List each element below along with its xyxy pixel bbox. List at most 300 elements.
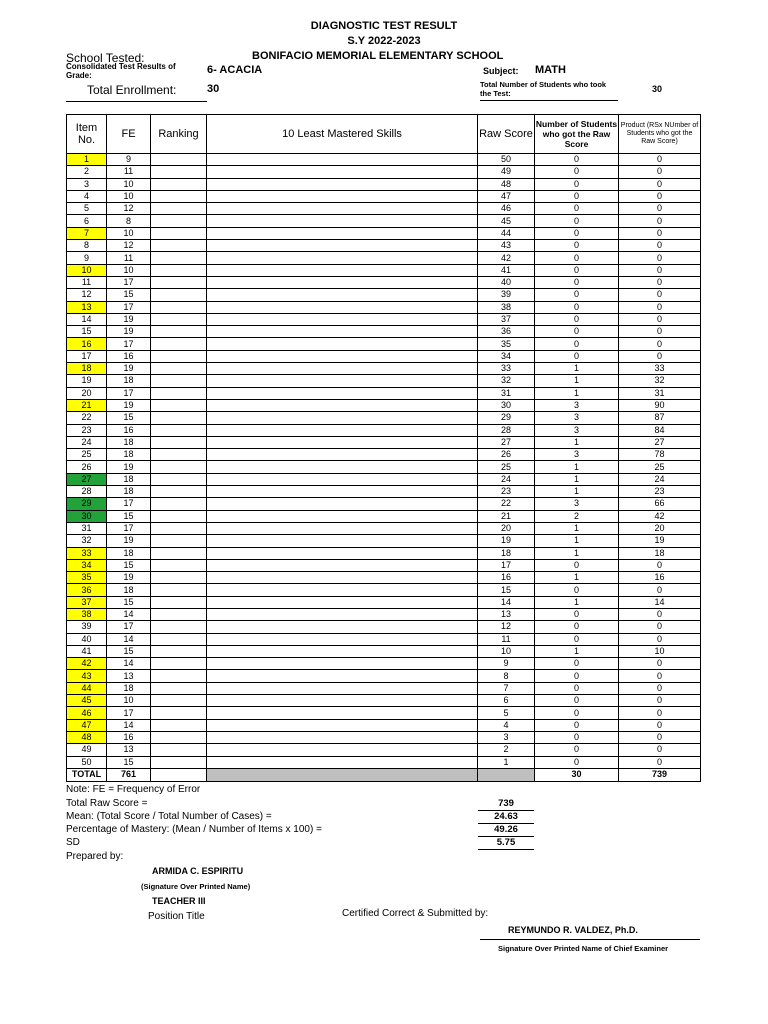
raw-score-cell: 36	[478, 326, 535, 338]
product-cell: 0	[619, 744, 701, 756]
ranking-cell	[151, 744, 207, 756]
skill-cell	[207, 486, 478, 498]
num-students-cell: 0	[535, 289, 619, 301]
raw-score-cell: 46	[478, 203, 535, 215]
table-row	[67, 756, 701, 768]
fe-cell: 19	[107, 313, 151, 325]
col-skills: 10 Least Mastered Skills	[207, 115, 478, 154]
fe-cell: 17	[107, 338, 151, 350]
table-header-row	[67, 115, 701, 154]
item-cell: 6	[67, 215, 107, 227]
table-row	[67, 572, 701, 584]
fe-cell: 18	[107, 473, 151, 485]
item-cell: 32	[67, 535, 107, 547]
skill-cell	[207, 596, 478, 608]
skill-cell	[207, 449, 478, 461]
ranking-cell	[151, 289, 207, 301]
fe-cell: 15	[107, 412, 151, 424]
item-cell: 27	[67, 473, 107, 485]
skill-cell	[207, 670, 478, 682]
item-cell: 1	[67, 154, 107, 166]
ranking-cell	[151, 215, 207, 227]
raw-score-cell: 27	[478, 436, 535, 448]
item-cell: 35	[67, 572, 107, 584]
ranking-cell	[151, 313, 207, 325]
raw-score-cell: 15	[478, 584, 535, 596]
product-cell: 0	[619, 313, 701, 325]
ranking-cell	[151, 252, 207, 264]
num-students-cell: 0	[535, 276, 619, 288]
table-row	[67, 301, 701, 313]
ranking-cell	[151, 203, 207, 215]
product-cell: 0	[619, 215, 701, 227]
ranking-cell	[151, 719, 207, 731]
table-row	[67, 559, 701, 571]
total-label: TOTAL	[67, 768, 107, 781]
num-students-cell: 3	[535, 449, 619, 461]
raw-score-cell: 13	[478, 608, 535, 620]
ranking-cell	[151, 670, 207, 682]
num-students-cell: 0	[535, 178, 619, 190]
skill-cell	[207, 756, 478, 768]
teacher-title: TEACHER III	[152, 896, 206, 906]
total-raw-score-label: Total Raw Score =	[66, 798, 148, 809]
product-cell: 0	[619, 166, 701, 178]
product-cell: 0	[619, 252, 701, 264]
item-cell: 18	[67, 363, 107, 375]
enrollment-underline	[66, 101, 207, 102]
ranking-cell	[151, 166, 207, 178]
product-cell: 0	[619, 326, 701, 338]
skill-cell	[207, 707, 478, 719]
fe-cell: 19	[107, 535, 151, 547]
num-students-cell: 1	[535, 572, 619, 584]
raw-score-cell: 32	[478, 375, 535, 387]
ranking-cell	[151, 154, 207, 166]
item-cell: 2	[67, 166, 107, 178]
examiner-name: REYMUNDO R. VALDEZ, Ph.D.	[508, 925, 638, 935]
fe-cell: 12	[107, 240, 151, 252]
raw-score-cell: 26	[478, 449, 535, 461]
table-row	[67, 215, 701, 227]
product-cell: 42	[619, 510, 701, 522]
num-students-cell: 0	[535, 154, 619, 166]
item-cell: 30	[67, 510, 107, 522]
table-row	[67, 190, 701, 202]
item-cell: 23	[67, 424, 107, 436]
raw-score-cell: 35	[478, 338, 535, 350]
table-row	[67, 522, 701, 534]
ranking-cell	[151, 436, 207, 448]
fe-cell: 16	[107, 350, 151, 362]
skill-cell	[207, 461, 478, 473]
table-row	[67, 645, 701, 657]
sd-value: 5.75	[496, 837, 516, 848]
sd-label: SD	[66, 837, 80, 848]
product-cell: 66	[619, 498, 701, 510]
fe-cell: 11	[107, 252, 151, 264]
table-row	[67, 449, 701, 461]
fe-cell: 14	[107, 608, 151, 620]
item-cell: 11	[67, 276, 107, 288]
num-students-cell: 0	[535, 707, 619, 719]
skill-cell	[207, 436, 478, 448]
table-row	[67, 744, 701, 756]
fe-cell: 18	[107, 584, 151, 596]
raw-score-cell: 49	[478, 166, 535, 178]
num-students-cell: 1	[535, 645, 619, 657]
item-cell: 3	[67, 178, 107, 190]
fe-cell: 15	[107, 559, 151, 571]
ranking-cell	[151, 756, 207, 768]
raw-score-cell: 10	[478, 645, 535, 657]
num-students-cell: 0	[535, 621, 619, 633]
raw-score-cell: 45	[478, 215, 535, 227]
ranking-cell	[151, 498, 207, 510]
raw-score-cell: 29	[478, 412, 535, 424]
num-students-cell: 0	[535, 166, 619, 178]
table-row	[67, 621, 701, 633]
total-skills	[207, 768, 478, 781]
product-cell: 87	[619, 412, 701, 424]
item-cell: 16	[67, 338, 107, 350]
raw-score-cell: 38	[478, 301, 535, 313]
item-cell: 50	[67, 756, 107, 768]
table-row	[67, 670, 701, 682]
product-cell: 0	[619, 154, 701, 166]
num-students-cell: 0	[535, 658, 619, 670]
fe-cell: 18	[107, 547, 151, 559]
num-students-cell: 0	[535, 190, 619, 202]
fe-cell: 17	[107, 276, 151, 288]
ranking-cell	[151, 227, 207, 239]
skill-cell	[207, 154, 478, 166]
fe-cell: 17	[107, 707, 151, 719]
table-row	[67, 486, 701, 498]
table-row	[67, 498, 701, 510]
col-raw-score: Raw Score	[478, 115, 535, 154]
product-cell: 0	[619, 338, 701, 350]
skill-cell	[207, 658, 478, 670]
skill-cell	[207, 572, 478, 584]
num-students-cell: 0	[535, 608, 619, 620]
fe-cell: 18	[107, 375, 151, 387]
skill-cell	[207, 744, 478, 756]
product-cell: 0	[619, 719, 701, 731]
item-cell: 15	[67, 326, 107, 338]
fe-cell: 15	[107, 510, 151, 522]
num-students-cell: 0	[535, 731, 619, 743]
ranking-cell	[151, 424, 207, 436]
skill-cell	[207, 510, 478, 522]
ranking-cell	[151, 731, 207, 743]
skill-cell	[207, 178, 478, 190]
skill-cell	[207, 584, 478, 596]
col-item-no: Item No.	[67, 115, 107, 154]
ranking-cell	[151, 584, 207, 596]
num-students-cell: 0	[535, 203, 619, 215]
product-cell: 0	[619, 559, 701, 571]
fe-cell: 11	[107, 166, 151, 178]
ranking-cell	[151, 608, 207, 620]
product-cell: 0	[619, 707, 701, 719]
ranking-cell	[151, 276, 207, 288]
product-cell: 0	[619, 276, 701, 288]
fe-cell: 19	[107, 399, 151, 411]
product-cell: 0	[619, 264, 701, 276]
school-name: BONIFACIO MEMORIAL ELEMENTARY SCHOOL	[252, 50, 504, 62]
raw-score-cell: 4	[478, 719, 535, 731]
fe-cell: 17	[107, 621, 151, 633]
table-row	[67, 338, 701, 350]
skill-cell	[207, 252, 478, 264]
product-cell: 0	[619, 178, 701, 190]
table-row	[67, 326, 701, 338]
ranking-cell	[151, 572, 207, 584]
skill-cell	[207, 695, 478, 707]
table-row	[67, 363, 701, 375]
raw-score-cell: 44	[478, 227, 535, 239]
num-students-cell: 0	[535, 744, 619, 756]
fe-cell: 13	[107, 670, 151, 682]
product-cell: 0	[619, 621, 701, 633]
table-row	[67, 596, 701, 608]
num-students-cell: 0	[535, 633, 619, 645]
raw-score-cell: 43	[478, 240, 535, 252]
raw-score-cell: 14	[478, 596, 535, 608]
item-cell: 31	[67, 522, 107, 534]
ranking-cell	[151, 399, 207, 411]
took-label-line1: Total Number of Students who took	[480, 80, 607, 89]
num-students-cell: 0	[535, 719, 619, 731]
table-row	[67, 707, 701, 719]
grade-value: 6- ACACIA	[207, 64, 263, 76]
num-students-cell: 0	[535, 326, 619, 338]
skill-cell	[207, 399, 478, 411]
raw-score-cell: 17	[478, 559, 535, 571]
table-row	[67, 633, 701, 645]
product-cell: 19	[619, 535, 701, 547]
table-row	[67, 166, 701, 178]
num-students-cell: 0	[535, 313, 619, 325]
product-cell: 0	[619, 682, 701, 694]
raw-score-cell: 16	[478, 572, 535, 584]
skill-cell	[207, 633, 478, 645]
num-students-cell: 1	[535, 596, 619, 608]
num-students-cell: 1	[535, 473, 619, 485]
item-cell: 38	[67, 608, 107, 620]
table-row	[67, 424, 701, 436]
product-cell: 0	[619, 190, 701, 202]
table-row	[67, 547, 701, 559]
skill-cell	[207, 473, 478, 485]
item-cell: 22	[67, 412, 107, 424]
item-cell: 41	[67, 645, 107, 657]
fe-cell: 9	[107, 154, 151, 166]
teacher-signature-caption: (Signature Over Printed Name)	[141, 882, 251, 891]
num-students-cell: 0	[535, 240, 619, 252]
fe-cell: 19	[107, 461, 151, 473]
product-cell: 90	[619, 399, 701, 411]
num-students-cell: 1	[535, 486, 619, 498]
item-cell: 37	[67, 596, 107, 608]
fe-cell: 15	[107, 756, 151, 768]
product-cell: 0	[619, 731, 701, 743]
fe-cell: 14	[107, 633, 151, 645]
num-students-cell: 1	[535, 436, 619, 448]
product-cell: 10	[619, 645, 701, 657]
total-product: 739	[619, 768, 701, 781]
fe-cell: 15	[107, 289, 151, 301]
fe-cell: 18	[107, 486, 151, 498]
fe-cell: 19	[107, 572, 151, 584]
ranking-cell	[151, 350, 207, 362]
fe-cell: 10	[107, 264, 151, 276]
skill-cell	[207, 559, 478, 571]
skill-cell	[207, 166, 478, 178]
skill-cell	[207, 682, 478, 694]
product-cell: 33	[619, 363, 701, 375]
raw-score-cell: 40	[478, 276, 535, 288]
subject-value: MATH	[535, 64, 566, 76]
ranking-cell	[151, 510, 207, 522]
skill-cell	[207, 375, 478, 387]
subject-label: Subject:	[483, 66, 519, 76]
item-cell: 33	[67, 547, 107, 559]
fe-cell: 15	[107, 645, 151, 657]
ranking-cell	[151, 559, 207, 571]
product-cell: 0	[619, 608, 701, 620]
fe-note: Note: FE = Frequency of Error	[66, 784, 201, 795]
raw-score-cell: 3	[478, 731, 535, 743]
skill-cell	[207, 313, 478, 325]
skill-cell	[207, 608, 478, 620]
skill-cell	[207, 535, 478, 547]
skill-cell	[207, 645, 478, 657]
report-title: DIAGNOSTIC TEST RESULT	[310, 20, 458, 32]
raw-score-cell: 2	[478, 744, 535, 756]
item-cell: 14	[67, 313, 107, 325]
skill-cell	[207, 719, 478, 731]
raw-score-cell: 9	[478, 658, 535, 670]
num-students-cell: 0	[535, 301, 619, 313]
table-row	[67, 399, 701, 411]
fe-cell: 10	[107, 695, 151, 707]
table-row	[67, 461, 701, 473]
fe-cell: 10	[107, 227, 151, 239]
product-cell: 32	[619, 375, 701, 387]
total-enrollment-value: 30	[207, 83, 220, 95]
raw-score-cell: 41	[478, 264, 535, 276]
skill-cell	[207, 498, 478, 510]
table-row	[67, 289, 701, 301]
raw-score-cell: 50	[478, 154, 535, 166]
ranking-cell	[151, 621, 207, 633]
ranking-cell	[151, 190, 207, 202]
product-cell: 25	[619, 461, 701, 473]
school-tested-label: School Tested:	[66, 51, 145, 65]
item-cell: 36	[67, 584, 107, 596]
ranking-cell	[151, 301, 207, 313]
item-cell: 42	[67, 658, 107, 670]
table-row	[67, 264, 701, 276]
raw-score-cell: 31	[478, 387, 535, 399]
product-cell: 0	[619, 240, 701, 252]
ranking-cell	[151, 363, 207, 375]
table-row	[67, 276, 701, 288]
fe-cell: 19	[107, 326, 151, 338]
total-enrollment-label: Total Enrollment:	[87, 83, 177, 97]
skill-cell	[207, 338, 478, 350]
item-cell: 40	[67, 633, 107, 645]
fe-cell: 16	[107, 424, 151, 436]
mean-value: 24.63	[494, 811, 518, 822]
product-cell: 84	[619, 424, 701, 436]
examiner-signature-line	[480, 939, 700, 940]
table-row	[67, 203, 701, 215]
num-students-cell: 0	[535, 756, 619, 768]
raw-score-cell: 48	[478, 178, 535, 190]
table-row	[67, 412, 701, 424]
num-students-cell: 0	[535, 559, 619, 571]
fe-cell: 18	[107, 682, 151, 694]
item-cell: 43	[67, 670, 107, 682]
fe-cell: 17	[107, 301, 151, 313]
total-raw-score-value: 739	[498, 798, 514, 809]
raw-score-cell: 6	[478, 695, 535, 707]
raw-score-cell: 18	[478, 547, 535, 559]
skill-cell	[207, 289, 478, 301]
position-title-caption: Position Title	[148, 911, 205, 922]
product-cell: 0	[619, 203, 701, 215]
fe-cell: 10	[107, 190, 151, 202]
raw-score-cell: 24	[478, 473, 535, 485]
product-cell: 0	[619, 670, 701, 682]
col-ranking: Ranking	[151, 115, 207, 154]
table-row	[67, 608, 701, 620]
fe-cell: 8	[107, 215, 151, 227]
item-cell: 25	[67, 449, 107, 461]
table-row	[67, 154, 701, 166]
skill-cell	[207, 363, 478, 375]
skill-cell	[207, 731, 478, 743]
mean-label: Mean: (Total Score / Total Number of Cases) =	[66, 811, 272, 822]
ranking-cell	[151, 473, 207, 485]
ranking-cell	[151, 412, 207, 424]
teacher-name: ARMIDA C. ESPIRITU	[152, 866, 244, 876]
num-students-cell: 1	[535, 522, 619, 534]
fe-cell: 13	[107, 744, 151, 756]
total-raw	[478, 768, 535, 781]
num-students-cell: 0	[535, 350, 619, 362]
raw-score-cell: 22	[478, 498, 535, 510]
ranking-cell	[151, 486, 207, 498]
ranking-cell	[151, 449, 207, 461]
raw-score-cell: 20	[478, 522, 535, 534]
fe-cell: 16	[107, 731, 151, 743]
item-cell: 19	[67, 375, 107, 387]
raw-score-cell: 7	[478, 682, 535, 694]
product-cell: 20	[619, 522, 701, 534]
product-cell: 31	[619, 387, 701, 399]
fe-cell: 15	[107, 596, 151, 608]
ranking-cell	[151, 461, 207, 473]
raw-score-cell: 8	[478, 670, 535, 682]
skill-cell	[207, 301, 478, 313]
raw-score-cell: 11	[478, 633, 535, 645]
item-cell: 21	[67, 399, 107, 411]
product-cell: 0	[619, 289, 701, 301]
